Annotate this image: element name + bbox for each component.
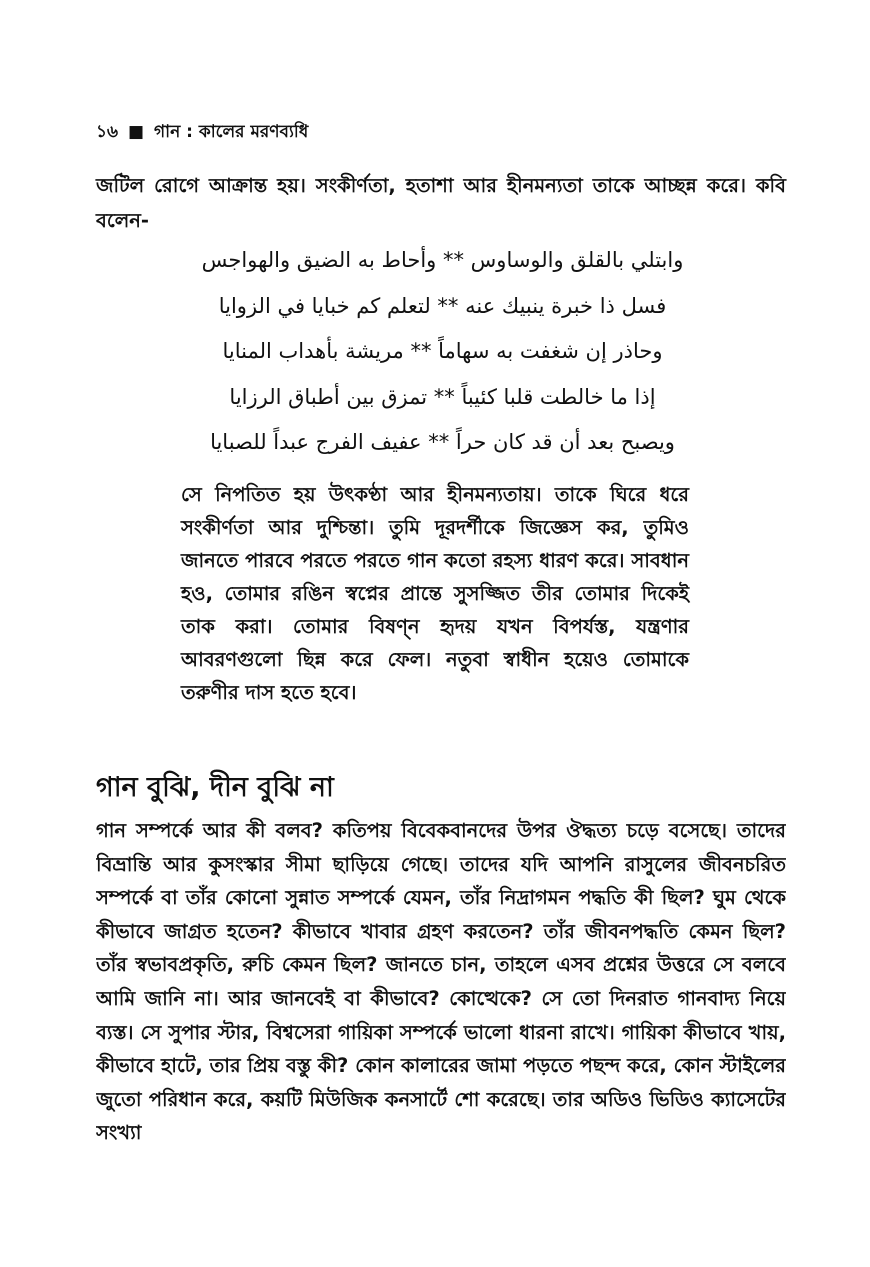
page-number: ১৬ [96,122,119,142]
section-heading: গান বুঝি, দীন বুঝি না [96,772,334,803]
header-separator: ■ [128,122,145,142]
poem-line: ويصبح بعد أن قد كان حراً ** عفيف الفرج عبداً للصبايا [210,430,675,454]
translation-paragraph: সে নিপতিত হয় উৎকণ্ঠা আর হীনমন্যতায়। তাকে ঘিরে ধরে সংকীর্ণতা আর দুশ্চিন্তা। তুমি দূরদর্শীকে জিজ্ঞেস কর, তুমিও জানতে পারবে পরতে পরতে গান কতো রহস্য ধারণ করে। সাবধান হও, তোমার রঙিন স্বপ্নের প্রান্তে সুসজ্জিত তীর তোমার দিকেই তাক করা। তোমার বিষণ্ন হৃদয় যখন বিপর্যস্ত, যন্ত্রণার আবরণগুলো ছিন্ন করে ফেল। নতুবা স্বাধীন হয়েও তোমাকে তরুণীর দাস হতে হবে। [181,483,689,704]
poem-line: فسل ذا خبرة ينبيك عنه ** لتعلم كم خبايا في الزوايا [218,293,667,318]
intro-paragraph: জটিল রোগে আক্রান্ত হয়। সংকীর্ণতা, হতাশা আর হীনমন্যতা তাকে আচ্ছন্ন করে। কবি বলেন- [96,174,786,232]
running-header [96,118,786,146]
running-title: গান : কালের মরণব্যধি [154,122,309,142]
arabic-poem [150,238,735,466]
section-paragraph: গান সম্পর্কে আর কী বলব? কতিপয় বিবেকবানদের উপর ঔদ্ধত্য চড়ে বসেছে। তাদের বিভ্রান্তি আর কুসংস্কার সীমা ছাড়িয়ে গেছে। তাদের যদি আপনি রাসুলের জীবনচরিত সম্পর্কে বা তাঁর কোনো সুন্নাত সম্পর্কে যেমন, তাঁর নিদ্রাগমন পদ্ধতি কী ছিল? ঘুম থেকে কীভাবে জাগ্রত হতেন? কীভাবে খাবার গ্রহণ করতেন? তাঁর জীবনপদ্ধতি কেমন ছিল? তাঁর স্বভাবপ্রকৃতি, রুচি কেমন ছিল? জানতে চান, তাহলে এসব প্রশ্নের উত্তরে সে বলবে আমি জানি না। আর জানবেই বা কীভাবে? কোত্থেকে? সে তো দিনরাত গানবাদ্য নিয়ে ব্যস্ত। সে সুপার স্টার, বিশ্বসেরা গায়িকা সম্পর্কে ভালো ধারনা রাখে। গায়িকা কীভাবে খায়, কীভাবে হাটে, তার প্রিয় বস্তু কী? কোন কালারের জামা পড়তে পছন্দ করে, কোন স্টাইলের জুতো পরিধান করে, কয়টি মিউজিক কনসার্টে শো করেছে। তার অডিও ভিডিও ক্যাসেটের সংখ্যা [96,819,786,1145]
poem-line: وحاذر إن شغفت به سهاماً ** مريشة بأهداب المنايا [222,339,663,363]
poem-line: إذا ما خالطت قلبا كئيباً ** تمزق بين أطباق الرزايا [229,384,656,409]
poem-line: وابتلي بالقلق والوساوس ** وأحاط به الضيق والهواجس [201,248,684,272]
